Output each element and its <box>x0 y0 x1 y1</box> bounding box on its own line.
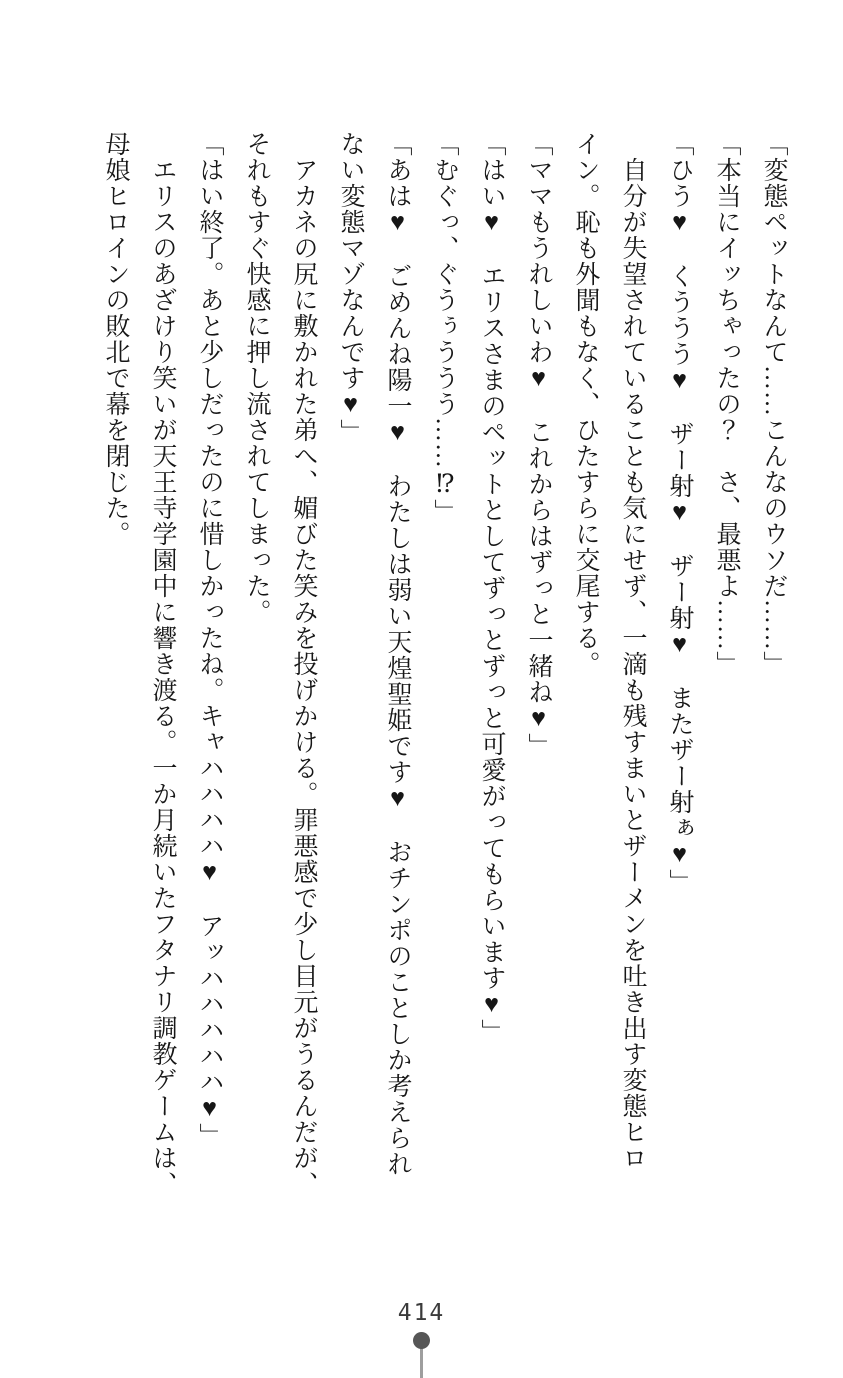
text-column: エリスのあざけり笑いが天王寺学園中に響き渡る。一か月続いたフタナリ調教ゲームは、 <box>149 131 176 1197</box>
text-column: イン。恥も外聞もなく、ひたすらに交尾する。 <box>572 131 599 677</box>
vertical-text-area <box>92 131 797 1231</box>
text-column: 「ママもうれしいわ♥ これからはずっと一緒ね♥」 <box>525 131 552 759</box>
text-column: ない変態マゾなんです♥」 <box>337 131 364 445</box>
page-number: 414 <box>397 1300 446 1326</box>
text-column: 「あは♥ ごめんね陽一♥ わたしは弱い天煌聖姫です♥ おチンポのことしか考えられ <box>384 131 411 1177</box>
text-column: 「ひう♥ くううう♥ ザー射♥ ザー射♥ またザー射ぁ♥」 <box>666 131 693 895</box>
text-column: 「むぐっ、ぐうぅううう……⁉」 <box>431 131 458 525</box>
text-column: 自分が失望されていることも気にせず、一滴も残すまいとザーメンを吐き出す変態ヒロ <box>619 131 646 1171</box>
text-column: 母娘ヒロインの敗北で幕を閉じた。 <box>102 131 129 547</box>
text-column: それもすぐ快感に押し流されてしまった。 <box>243 131 270 625</box>
text-column: 「本当にイッちゃったの？ さ、最悪よ……」 <box>713 131 740 677</box>
progress-marker-handle[interactable] <box>404 1330 440 1378</box>
text-column: アカネの尻に敷かれた弟へ、媚びた笑みを投げかける。罪悪感で少し目元がうるんだが、 <box>290 131 317 1197</box>
text-column: 「はい終了。あと少しだったのに惜しかったね。キャハハハハ♥ アッハハハハハ♥」 <box>196 131 223 1149</box>
text-column: 「変態ペットなんて……こんなのウソだ……」 <box>760 131 787 677</box>
text-column: 「はい♥ エリスさまのペットとしてずっとずっと可愛がってもらいます♥」 <box>478 131 505 1045</box>
progress-marker-dot-icon <box>413 1332 430 1349</box>
